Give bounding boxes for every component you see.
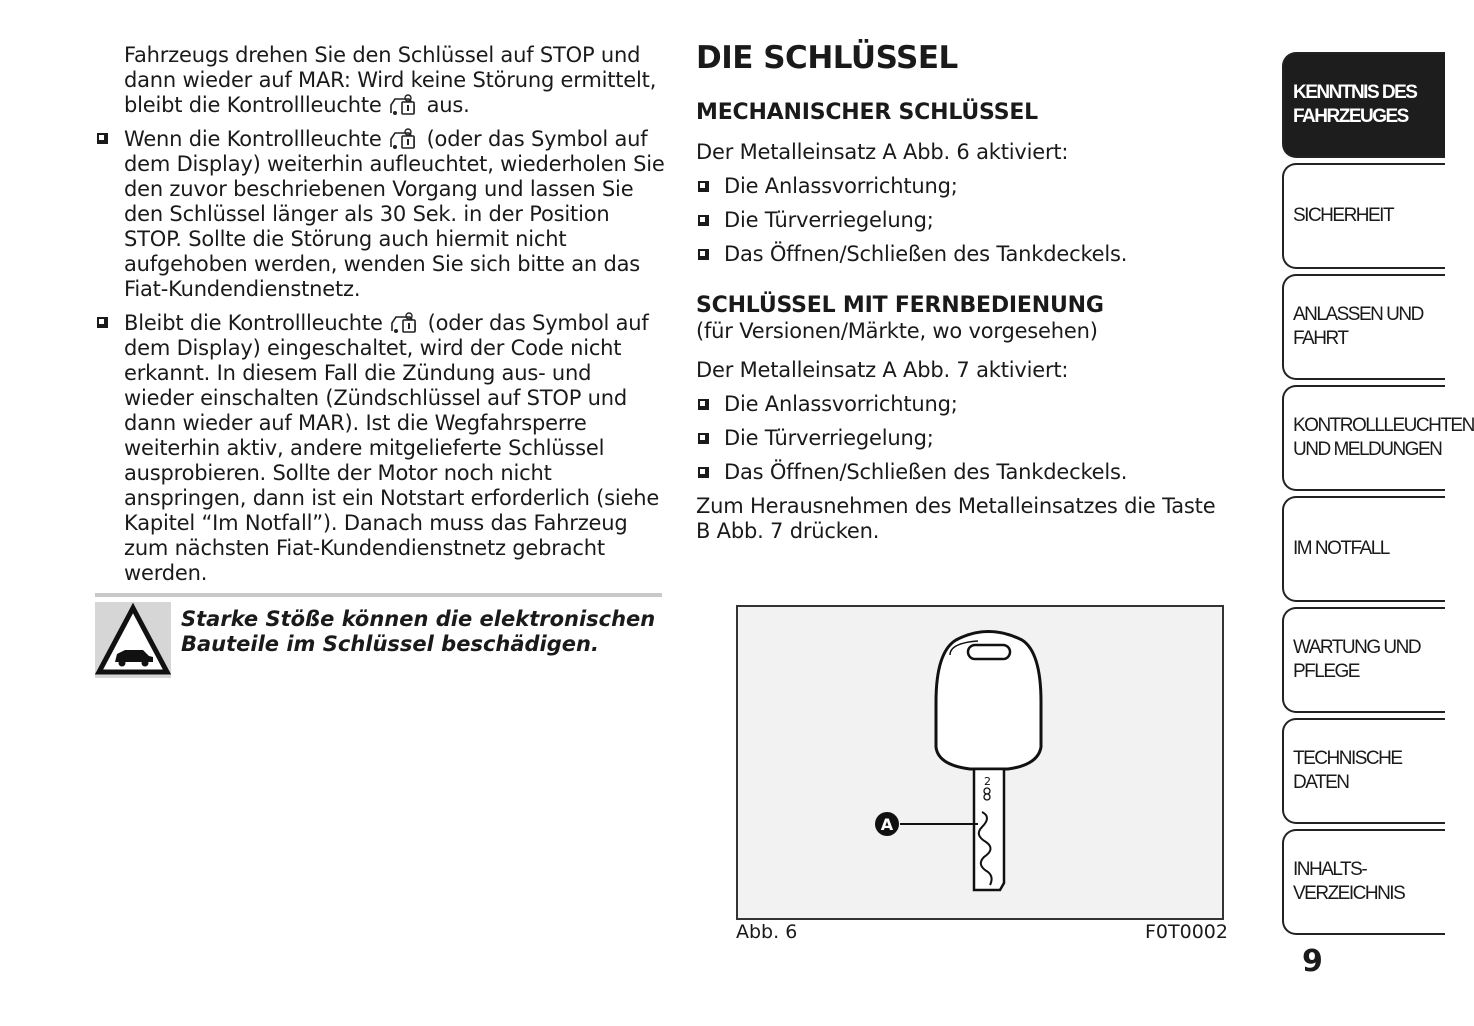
list-item: Die Türverriegelung; — [696, 426, 1236, 451]
section-heading-remote: SCHLÜSSEL MIT FERNBEDIENUNG — [696, 293, 1104, 318]
warning-divider — [95, 593, 662, 597]
tab-anlassen-und-fahrt[interactable]: ANLASSEN UND FAHRT — [1282, 274, 1445, 380]
key-digit: 2 — [984, 775, 991, 788]
warning-text: Starke Stöße können die elektronischen Bauteile im Schlüssel beschädigen. — [181, 607, 656, 656]
section-note: Zum Herausnehmen des Metalleinsatzes die Taste B Abb. 7 drücken. — [696, 494, 1216, 543]
checkbox-bullet-icon — [698, 215, 709, 226]
tab-technische-daten[interactable]: TECHNISCHE DATEN — [1282, 718, 1445, 824]
tab-sicherheit[interactable]: SICHERHEIT — [1282, 163, 1445, 269]
figure-caption: Abb. 6 — [736, 921, 798, 943]
list-item: Die Türverriegelung; — [696, 208, 1236, 233]
left-column — [95, 43, 665, 586]
checkbox-bullet-icon — [698, 399, 709, 410]
checkbox-bullet-icon — [698, 181, 709, 192]
section-heading-mechanical: MECHANISCHER SCHLÜSSEL — [696, 100, 1038, 125]
section-intro: Der Metalleinsatz A Abb. 7 aktiviert: — [696, 358, 1069, 382]
tab-inhaltsverzeichnis[interactable]: INHALTS-VERZEICHNIS — [1282, 829, 1445, 935]
checkbox-bullet-icon — [698, 467, 709, 478]
list-item: Die Anlassvorrichtung; — [696, 174, 1236, 199]
checkbox-bullet-icon — [97, 133, 108, 144]
section-subheading: (für Versionen/Märkte, wo vorgesehen) — [696, 319, 1098, 343]
key-illustration — [738, 607, 1222, 918]
page-number: 9 — [1302, 944, 1323, 979]
callout-label: A — [880, 815, 894, 834]
car-caution-triangle-icon — [95, 602, 171, 678]
bullet-item: Wenn die Kontrollleuchte (oder das Symbol auf dem Display) weiterhin aufleuchtet, wiederholen Sie den zuvor beschriebenen Vorgang und lassen Sie den Schlüssel länger als 30 Sek. in der Position STOP. Sollte die Störung auch hiermit nicht aufgehoben werden, wenden Sie sich bitte an das Fiat-Kundendienstnetz. — [95, 127, 665, 302]
section-intro: Der Metalleinsatz A Abb. 6 aktiviert: — [696, 140, 1069, 164]
intro-paragraph: Fahrzeugs drehen Sie den Schlüssel auf STOP und dann wieder auf MAR: Wird keine Störung ermittelt, bleibt die Kontrollleuchte aus. — [124, 43, 657, 117]
page-title: DIE SCHLÜSSEL — [696, 40, 958, 76]
figure-code: F0T0002 — [1145, 921, 1228, 943]
list-item: Die Anlassvorrichtung; — [696, 392, 1236, 417]
car-key-lock-icon — [389, 311, 421, 335]
checkbox-bullet-icon — [698, 249, 709, 260]
list-item: Das Öffnen/Schließen des Tankdeckels. — [696, 242, 1236, 267]
tab-kontrollleuchten-und-meldungen[interactable]: KONTROLLLEUCHTEN UND MELDUNGEN — [1282, 385, 1445, 491]
main-column — [696, 40, 1236, 544]
car-key-lock-icon — [388, 93, 420, 117]
checkbox-bullet-icon — [698, 433, 709, 444]
key-figure — [736, 605, 1224, 920]
car-key-lock-icon — [388, 127, 420, 151]
bullet-item: Bleibt die Kontrollleuchte (oder das Symbol auf dem Display) eingeschaltet, wird der Code nicht erkannt. In diesem Fall die Zündung aus- und wieder einschalten (Zündschlüssel auf STOP und dann wieder auf MAR). Ist die Wegfahrsperre weiterhin aktiv, andere mitgelieferte Schlüssel ausprobieren. Sollte der Motor noch nicht anspringen, dann ist ein Notstart erforderlich (siehe Kapitel “Im Notfall”). Danach muss das Fahrzeug zum nächsten Fiat-Kundendienstnetz gebracht werden. — [95, 311, 665, 586]
tab-wartung-und-pflege[interactable]: WARTUNG UND PFLEGE — [1282, 607, 1445, 713]
checkbox-bullet-icon — [97, 317, 108, 328]
list-item: Das Öffnen/Schließen des Tankdeckels. — [696, 460, 1236, 485]
tab-kenntnis-des-fahrzeuges[interactable]: KENNTNIS DES FAHRZEUGES — [1282, 52, 1445, 158]
tab-im-notfall[interactable]: IM NOTFALL — [1282, 496, 1445, 602]
